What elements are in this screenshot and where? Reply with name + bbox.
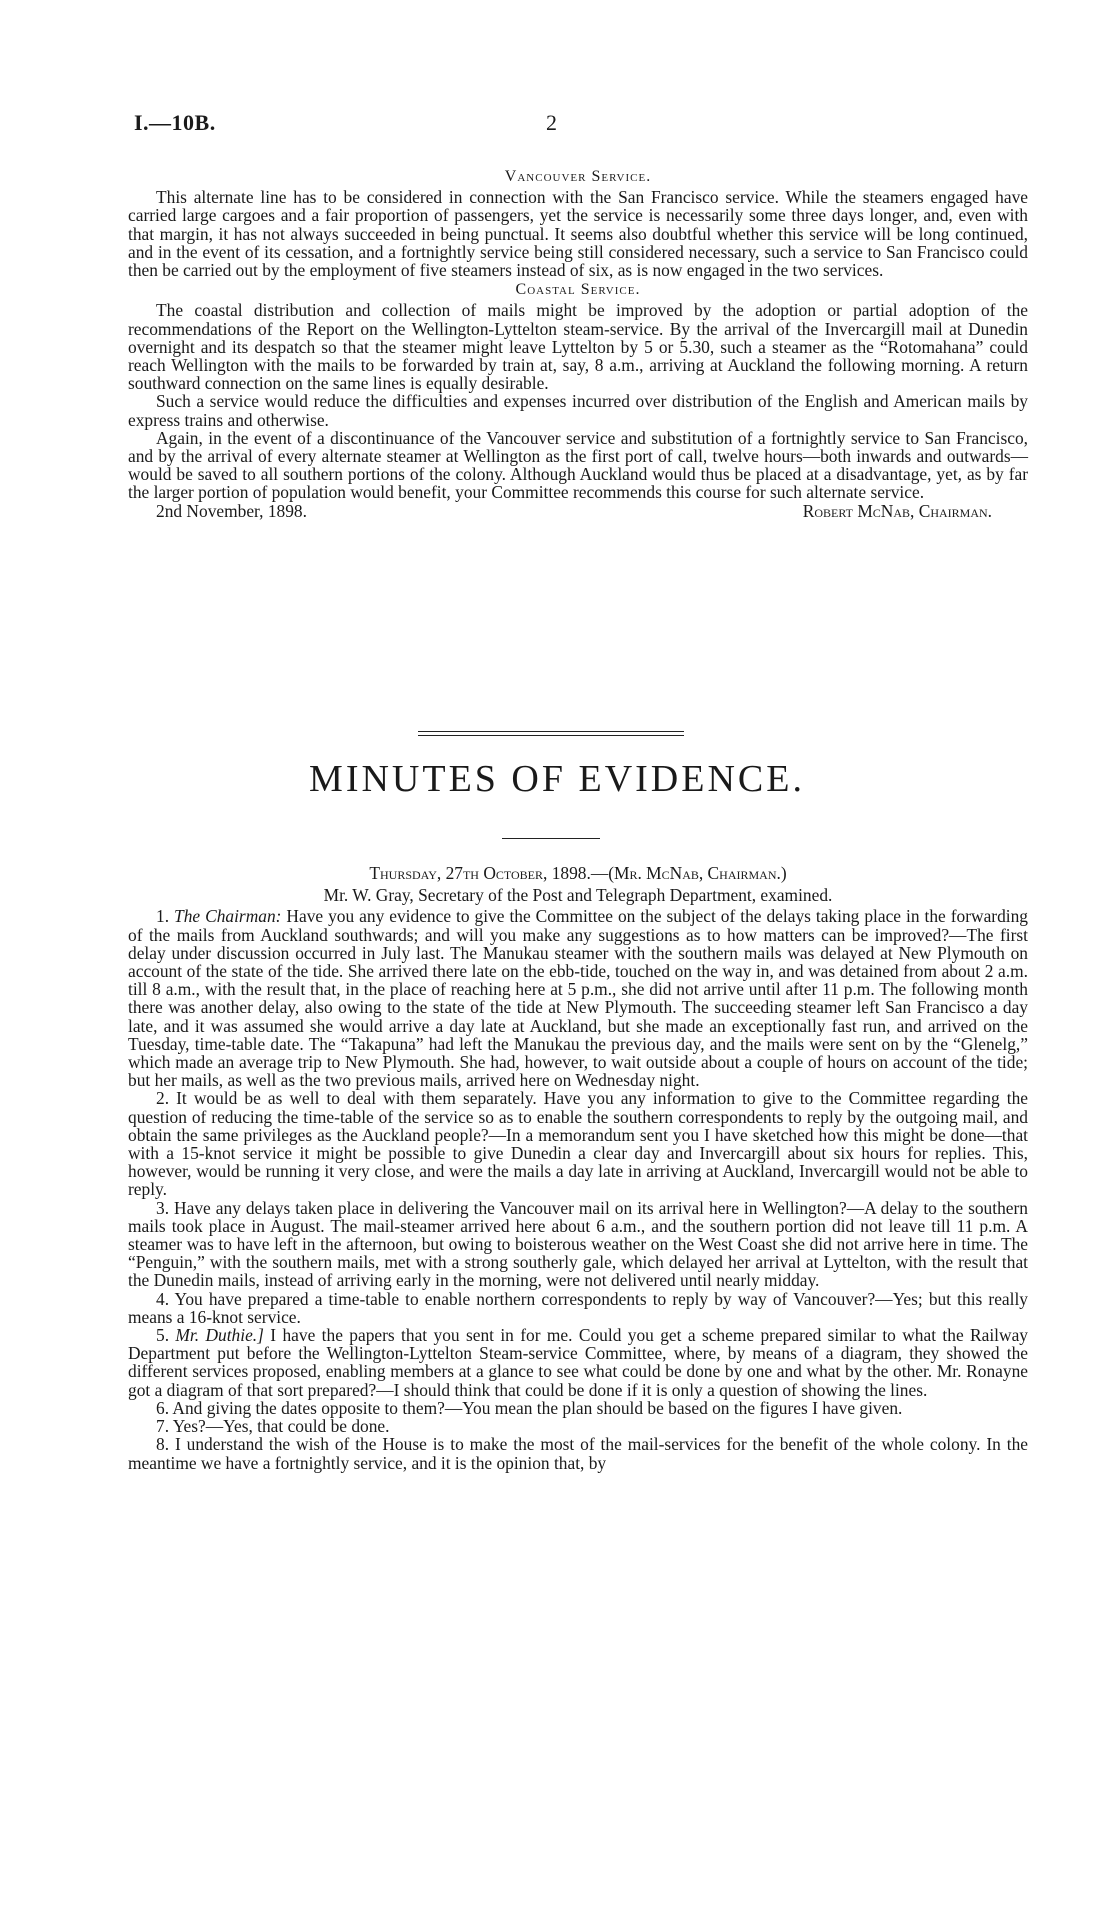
evidence-paragraph: 8. I understand the wish of the House is to make the most of the mail-services for the benefit of the whole colony. In the meantime we have a fortnightly service, and it is the opinion that, by xyxy=(128,1434,1028,1473)
signature-line xyxy=(128,502,1028,520)
divider-rule xyxy=(418,735,684,736)
coastal-section-title: Coastal Service. xyxy=(515,281,641,299)
minutes-section xyxy=(128,864,1028,1472)
coastal-paragraph: The coastal distribution and collection of mails might be improved by the adoption or partial adoption of the recommendations of the Report on the Wellington-Lyttelton steam-service. By the arrival of the Invercargill mail at Dunedin overnight and its despatch so that the steamer might leave Lyttelton by 5 or 5.30, such a steamer as the “Rotomahana” could reach Wellington with the mails to be forwarded by train at, say, 8 a.m., arriving at Auckland the following morning. A return southward connection on the same lines is equally desirable. xyxy=(128,300,1028,394)
page-number: 2 xyxy=(546,110,557,135)
report-date: 2nd November, 1898. xyxy=(156,500,307,521)
title-underline xyxy=(502,838,600,839)
speaker-name: Mr. Duthie.] xyxy=(175,1325,264,1346)
evidence-paragraph: 3. Have any delays taken place in delivering the Vancouver mail on its arrival here in Wellington?—A delay to the southern mails took place in August. The mail-steamer arrived here about 6 a.m., and the southern portion did not leave till 11 p.m. A steamer was to have left in the afternoon, but owing to boisterous weather on the West Coast she did not arrive here in time. The “Penguin,” with the southern mails, met with a strong southerly gale, which delayed her arrival at Lyttelton, with the result that the Dunedin mails, instead of arriving early in the morning, were not delivered until nearly midday. xyxy=(128,1197,1028,1291)
report-section xyxy=(128,168,1028,520)
vancouver-paragraph: This alternate line has to be considered in connection with the San Francisco service. While the steamers engaged have carried large cargoes and a fair proportion of passengers, yet the service is necessarily some three days longer, and, even with that margin, it has not always succeeded in being punctual. It seems also doubtful whether this service will be long continued, and in the event of its cessation, and a fortnightly service being still considered necessary, such a service to San Francisco could then be carried out by the employment of five steamers instead of six, as is now engaged in the two services. xyxy=(128,187,1028,281)
divider-rule xyxy=(418,731,684,732)
evidence-paragraph: 4. You have prepared a time-table to enable northern correspondents to reply by way of Vancouver?—Yes; but this really means a 16-knot service. xyxy=(128,1288,1028,1327)
evidence-text: Have you any evidence to give the Committee on the subject of the delays taking place in the forwarding of the mails from Auckland southwards; and will you make any suggestions as to how matters can be improved?—The first delay under discussion occurred in July last. The Manukau steamer with the southern mails was delayed at New Plymouth on account of the state of the tide. She arrived there late on the ebb-tide, touched on the way in, and was detained from about 2 a.m. till 8 a.m., with the result that, in the place of reaching here at 5 p.m., she did not arrive until after 11 p.m. The following month there was another delay, also owing to the state of the tide at New Plymouth. The succeeding steamer left San Francisco a day late, and it was assumed she would arrive a day late at Auckland, but she made an exceptionally fast run, and arrived on the Tuesday, time-table date. The “Takapuna” had left the Manukau the previous day, and the mails were sent on by the “Glenelg,” which made an average trip to New Plymouth. She had, however, to wait outside about a couple of hours on account of the tide; but her mails, as well as the two previous mails, arrived here on Wednesday night. xyxy=(128,906,1028,1091)
evidence-paragraph: 6. And giving the dates opposite to them?—You mean the plan should be based on the figures I have given. xyxy=(156,1397,903,1418)
document-reference: I.—10B. xyxy=(134,110,216,135)
evidence-paragraph: 5. Mr. Duthie.] I have the papers that you sent in for me. Could you get a scheme prepared similar to what the Railway Department put before the Wellington-Lyttelton Steam-service Committee, where, by means of a diagram, they showed the different services proposed, enabling members at a glance to see what could be done by one and what by the other. Mr. Ronayne got a diagram of that sort prepared?—I should think that could be done if it is only a question of showing the lines. xyxy=(128,1325,1028,1400)
vancouver-section-title: Vancouver Service. xyxy=(504,168,652,185)
coastal-paragraph: Such a service would reduce the difficulties and expenses incurred over distribution of the English and American mails by express trains and otherwise. xyxy=(128,391,1028,430)
evidence-text: I have the papers that you sent in for me. Could you get a scheme prepared similar to what the Railway Department put before the Wellington-Lyttelton Steam-service Committee, where, by means of a diagram, they showed the different services proposed, enabling members at a glance to see what could be done by one and what by the other. Mr. Ronayne got a diagram of that sort prepared?—I should think that could be done if it is only a question of showing the lines. xyxy=(128,1325,1028,1400)
evidence-paragraph: 7. Yes?—Yes, that could be done. xyxy=(156,1416,390,1437)
chairman-signature: Robert McNab, Chairman. xyxy=(802,500,992,521)
witness-heading: Mr. W. Gray, Secretary of the Post and Telegraph Department, examined. xyxy=(323,885,833,906)
evidence-paragraph: 2. It would be as well to deal with them separately. Have you any information to give to the Committee regarding the question of reducing the time-table of the service so as to enable the southern correspondents to reply by the outgoing mail, and obtain the same privileges as the Auckland people?—In a memorandum sent you I have sketched how this might be done—that with a 15-knot service it might be possible to give Dunedin a clear day and Invercargill about six hours for replies. This, however, would be running it very close, and were the mails a day late in arriving at Auckland, Invercargill would not be able to reply. xyxy=(128,1088,1028,1200)
session-heading: Thursday, 27th October, 1898.—(Mr. McNab, Chairman.) xyxy=(369,863,787,883)
coastal-paragraph: Again, in the event of a discontinuance of the Vancouver service and substitution of a fortnightly service to San Francisco, and by the arrival of every alternate steamer at Wellington as the first port of call, twelve hours—both inwards and outwards—would be saved to all southern portions of the colony. Although Auckland would thus be placed at a disadvantage, yet, as by far the larger portion of population would benefit, your Committee recommends this course for such alternate service. xyxy=(128,427,1028,503)
minutes-title: MINUTES OF EVIDENCE. xyxy=(309,758,805,800)
speaker-name: The Chairman: xyxy=(174,906,282,927)
evidence-paragraph: 1. The Chairman: Have you any evidence to give the Committee on the subject of the delays taking place in the forwarding of the mails from Auckland southwards; and will you make any suggestions as to how matters can be improved?—The first delay under discussion occurred in July last. The Manukau steamer with the southern mails was delayed at New Plymouth on account of the state of the tide. She arrived there late on the ebb-tide, touched on the way in, and was detained from about 2 a.m. till 8 a.m., with the result that, in the place of reaching here at 5 p.m., she did not arrive until after 11 p.m. The following month there was another delay, also owing to the state of the tide at New Plymouth. The succeeding steamer left San Francisco a day late, and it was assumed she would arrive a day late at Auckland, but she made an exceptionally fast run, and arrived on the Tuesday, time-table date. The “Takapuna” had left the Manukau the previous day, and the mails were sent on by the “Glenelg,” which made an average trip to New Plymouth. She had, however, to wait outside about a couple of hours on account of the tide; but her mails, as well as the two previous mails, arrived here on Wednesday night. xyxy=(128,906,1028,1091)
